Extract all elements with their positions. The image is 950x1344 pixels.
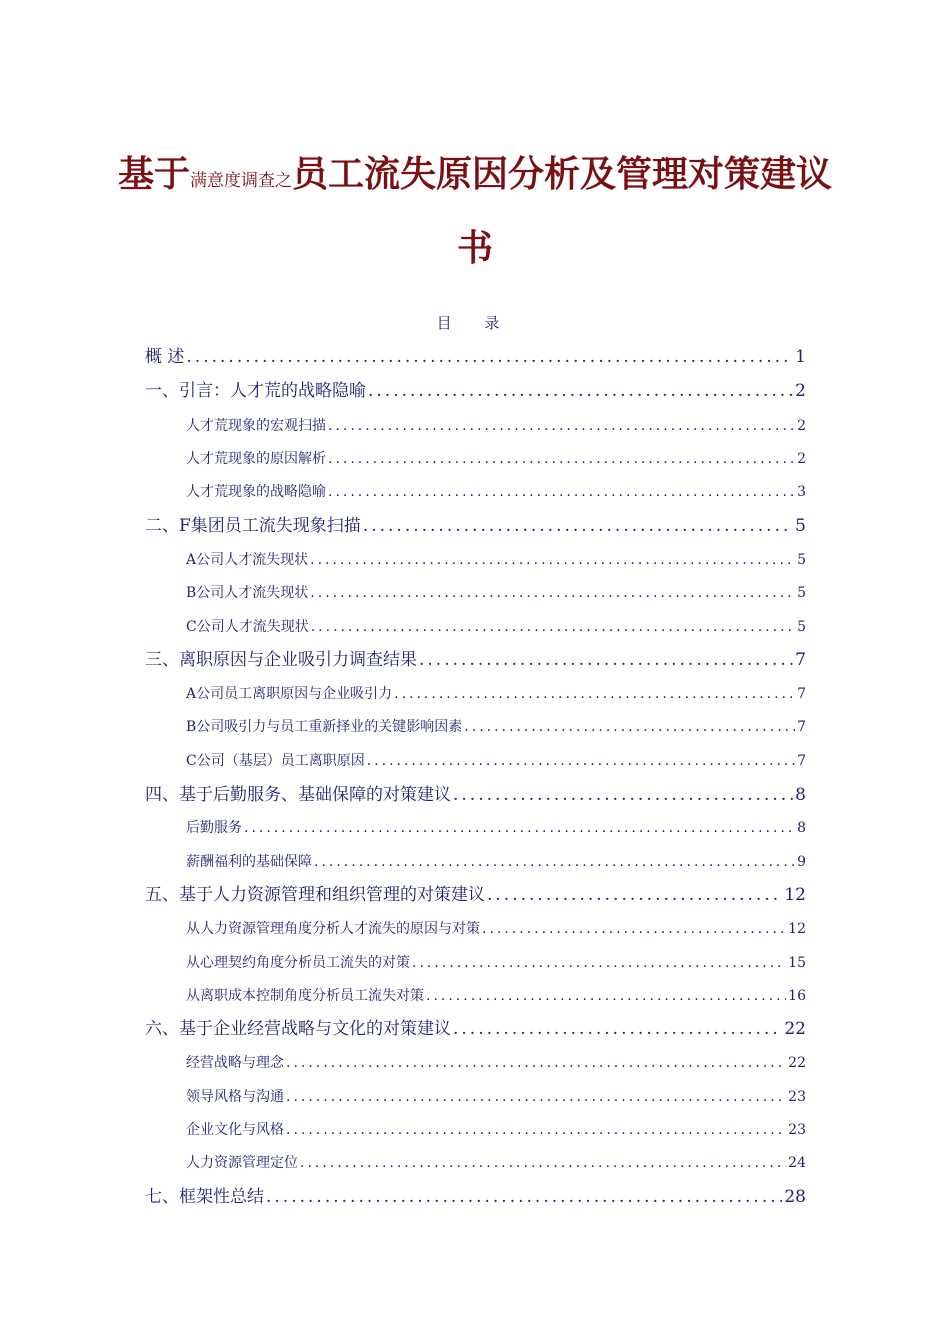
- toc-entry-label: 四、基于后勤服务、基础保障的对策建议: [145, 785, 451, 805]
- toc-entry-label: 企业文化与风格: [186, 1122, 284, 1138]
- toc-entry-label: 七、框架性总结: [145, 1187, 264, 1207]
- toc-leader-dots: [453, 1016, 782, 1042]
- toc-entry[interactable]: [186, 1119, 806, 1141]
- toc-entry[interactable]: [186, 549, 806, 571]
- toc-leader-dots: [310, 549, 795, 571]
- toc-leader-dots: [244, 817, 795, 839]
- toc-entry-label: 人才荒现象的宏观扫描: [186, 418, 326, 434]
- toc-entry-page: 22: [788, 1055, 806, 1071]
- toc-entry-page: 5: [797, 619, 806, 635]
- toc-entry-label: 人力资源管理定位: [186, 1155, 298, 1171]
- toc-entry-label: B公司人才流失现状: [186, 585, 309, 601]
- toc-entry[interactable]: [145, 344, 806, 370]
- toc-leader-dots: [412, 952, 786, 974]
- toc-leader-dots: [266, 1184, 782, 1210]
- toc-entry[interactable]: [145, 1016, 806, 1042]
- document-title-line2: 书: [456, 228, 493, 269]
- toc-entry[interactable]: [186, 985, 806, 1007]
- toc-leader-dots: [286, 1119, 786, 1141]
- toc-entry-label: 后勤服务: [186, 820, 242, 836]
- toc-leader-dots: [328, 481, 795, 503]
- toc-leader-dots: [426, 985, 786, 1007]
- toc-entry-label: 二、F集团员工流失现象扫描: [145, 516, 361, 536]
- toc-entry-page: 15: [788, 955, 806, 971]
- toc-entry-page: 7: [795, 650, 806, 670]
- toc-leader-dots: [300, 1152, 786, 1174]
- toc-leader-dots: [363, 513, 793, 539]
- toc-entry[interactable]: [186, 952, 806, 974]
- toc-entry[interactable]: [145, 782, 806, 808]
- toc-entry[interactable]: [186, 716, 806, 738]
- toc-entry-page: 2: [797, 451, 806, 467]
- toc-entry[interactable]: [145, 647, 806, 673]
- toc-entry[interactable]: [186, 918, 806, 940]
- toc-entry-page: 1: [795, 347, 806, 367]
- toc-leader-dots: [328, 448, 795, 470]
- toc-entry-page: 7: [797, 753, 806, 769]
- toc-entry-page: 12: [784, 885, 806, 905]
- toc-entry-page: 22: [784, 1019, 806, 1039]
- toc-entry[interactable]: [186, 750, 806, 772]
- toc-entry-label: 人才荒现象的原因解析: [186, 451, 326, 467]
- toc-leader-dots: [368, 378, 793, 404]
- toc-leader-dots: [286, 1086, 786, 1108]
- toc-entry-label: B公司吸引力与员工重新择业的关键影响因素: [186, 719, 463, 735]
- toc-leader-dots: [482, 918, 786, 940]
- toc-entry-label: 五、基于人力资源管理和组织管理的对策建议: [145, 885, 485, 905]
- toc-entry[interactable]: [145, 513, 806, 539]
- toc-entry-page: 28: [784, 1187, 806, 1207]
- toc-leader-dots: [286, 1052, 786, 1074]
- toc-entry[interactable]: [186, 1152, 806, 1174]
- toc-entry[interactable]: [186, 683, 806, 705]
- toc-entry-label: C公司（基层）员工离职原因: [186, 753, 365, 769]
- toc-entry-page: 12: [788, 921, 806, 937]
- toc-entry-label: 一、引言：人才荒的战略隐喻: [145, 381, 366, 401]
- toc-entry[interactable]: [145, 378, 806, 404]
- toc-entry-label: 薪酬福利的基础保障: [186, 854, 312, 870]
- toc-entry-label: 从心理契约角度分析员工流失的对策: [186, 955, 410, 971]
- toc-entry-page: 16: [788, 988, 806, 1004]
- toc-entry-page: 23: [788, 1122, 806, 1138]
- toc-leader-dots: [394, 683, 795, 705]
- toc-entry-page: 3: [797, 484, 806, 500]
- toc-entry-page: 5: [795, 516, 806, 536]
- toc-leader-dots: [314, 851, 795, 873]
- toc-entry-label: C公司人才流失现状: [186, 619, 309, 635]
- toc-entry[interactable]: [186, 415, 806, 437]
- toc-entry[interactable]: [186, 817, 806, 839]
- toc-entry-page: 2: [795, 381, 806, 401]
- toc-entry[interactable]: [145, 1184, 806, 1210]
- toc-entry-page: 8: [797, 820, 806, 836]
- toc-leader-dots: [487, 882, 782, 908]
- toc-entry-label: A公司员工离职原因与企业吸引力: [186, 686, 393, 702]
- toc-entry-label: 六、基于企业经营战略与文化的对策建议: [145, 1019, 451, 1039]
- toc-entry-label: 从人力资源管理角度分析人才流失的原因与对策: [186, 921, 480, 937]
- toc-entry-label: A公司人才流失现状: [186, 552, 309, 568]
- toc-entry[interactable]: [186, 481, 806, 503]
- toc-entry-label: 领导风格与沟通: [186, 1089, 284, 1105]
- title-part1: 基于: [117, 154, 190, 195]
- title-small-text: 满意度调查之: [190, 171, 292, 191]
- toc-leader-dots: [310, 582, 795, 604]
- toc-leader-dots: [328, 415, 795, 437]
- toc-leader-dots: [464, 716, 795, 738]
- toc-leader-dots: [367, 750, 795, 772]
- toc-leader-dots: [453, 782, 793, 808]
- toc-entry-label: 经营战略与理念: [186, 1055, 284, 1071]
- toc-entry-page: 5: [797, 552, 806, 568]
- toc-leader-dots: [311, 616, 795, 638]
- title-part2: 员工流失原因分析及管理对策建议: [292, 154, 833, 195]
- toc-leader-dots: [419, 647, 793, 673]
- toc-entry-page: 23: [788, 1089, 806, 1105]
- toc-entry-label: 概 述: [145, 347, 185, 367]
- toc-heading: 目 录: [436, 314, 514, 332]
- toc-entry[interactable]: [186, 1086, 806, 1108]
- toc-entry[interactable]: [186, 851, 806, 873]
- toc-entry-label: 三、离职原因与企业吸引力调查结果: [145, 650, 417, 670]
- toc-entry-label: 从离职成本控制角度分析员工流失对策: [186, 988, 424, 1004]
- toc-entry-page: 9: [797, 854, 806, 870]
- toc-entry-page: 2: [797, 418, 806, 434]
- toc-entry-page: 5: [797, 585, 806, 601]
- toc-entry[interactable]: [186, 582, 806, 604]
- toc-entry-page: 24: [788, 1155, 806, 1171]
- toc-entry-label: 人才荒现象的战略隐喻: [186, 484, 326, 500]
- toc-entry-page: 7: [797, 686, 806, 702]
- toc-entry[interactable]: [186, 448, 806, 470]
- toc-leader-dots: [186, 344, 793, 370]
- toc-entry-page: 7: [797, 719, 806, 735]
- toc-entry[interactable]: [145, 882, 806, 908]
- toc-entry[interactable]: [186, 1052, 806, 1074]
- toc-entry[interactable]: [186, 616, 806, 638]
- toc-entry-page: 8: [795, 785, 806, 805]
